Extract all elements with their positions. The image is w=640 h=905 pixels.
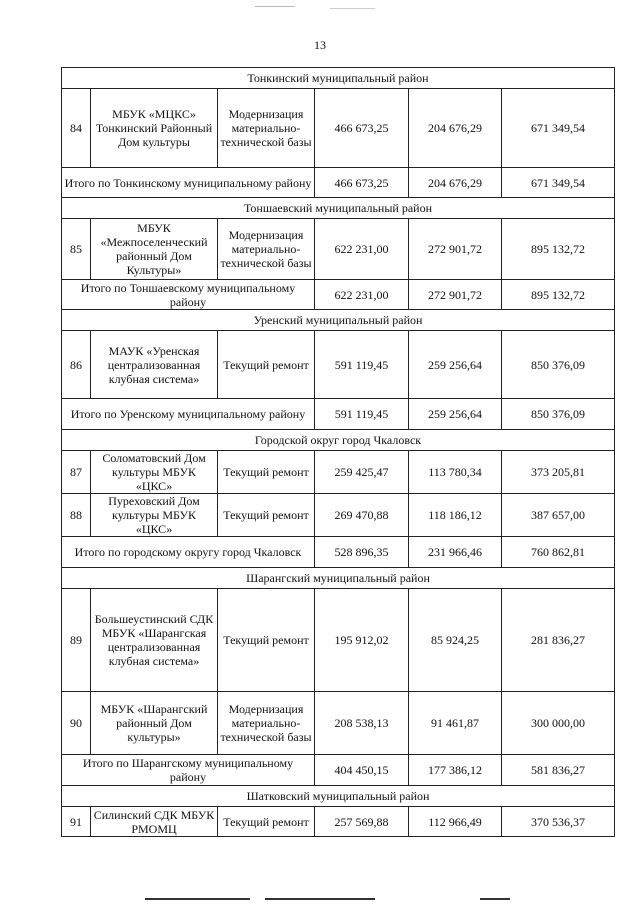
total-amount: 272 901,72 xyxy=(409,280,502,310)
amount-cell: 370 536,37 xyxy=(502,807,615,837)
table-row xyxy=(62,219,615,280)
institution-name: МБУК «Межпоселенческий районный Дом Культуры» xyxy=(91,219,218,280)
footer-rule xyxy=(265,898,375,900)
work-type: Текущий ремонт xyxy=(218,451,315,494)
section-title: Шатковский муниципальный район xyxy=(62,786,615,807)
table-row xyxy=(62,589,615,692)
total-amount: 895 132,72 xyxy=(502,280,615,310)
amount-cell: 281 836,27 xyxy=(502,589,615,692)
institution-name: Пуреховский Дом культуры МБУК «ЦКС» xyxy=(91,494,218,537)
scan-artifact xyxy=(330,8,375,9)
institution-name: МБУК «МЦКС» Тонкинский Районный Дом культуры xyxy=(91,89,218,168)
table-row xyxy=(62,692,615,755)
total-amount: 528 896,35 xyxy=(315,537,409,568)
amount-cell: 622 231,00 xyxy=(315,219,409,280)
total-amount: 850 376,09 xyxy=(502,399,615,430)
institution-name: Большеустинский СДК МБУК «Шарангская централизованная клубная система» xyxy=(91,589,218,692)
section-title: Тонкинский муниципальный район xyxy=(62,68,615,89)
work-type: Текущий ремонт xyxy=(218,494,315,537)
total-amount: 259 256,64 xyxy=(409,399,502,430)
total-row xyxy=(62,280,615,310)
total-amount: 466 673,25 xyxy=(315,168,409,198)
table-row xyxy=(62,89,615,168)
row-number: 91 xyxy=(62,807,91,837)
amount-cell: 850 376,09 xyxy=(502,331,615,399)
total-row xyxy=(62,399,615,430)
section-title: Шарангский муниципальный район xyxy=(62,568,615,589)
work-type: Модернизация материально-технической базы xyxy=(218,692,315,755)
amount-cell: 112 966,49 xyxy=(409,807,502,837)
row-number: 84 xyxy=(62,89,91,168)
total-label: Итого по Тонкинскому муниципальному району xyxy=(62,168,315,198)
work-type: Модернизация материально-технической базы xyxy=(218,89,315,168)
row-number: 87 xyxy=(62,451,91,494)
amount-cell: 257 569,88 xyxy=(315,807,409,837)
section-header-row xyxy=(62,198,615,219)
amount-cell: 591 119,45 xyxy=(315,331,409,399)
total-amount: 177 386,12 xyxy=(409,755,502,786)
amount-cell: 259 425,47 xyxy=(315,451,409,494)
section-header-row xyxy=(62,68,615,89)
row-number: 88 xyxy=(62,494,91,537)
row-number: 90 xyxy=(62,692,91,755)
total-amount: 231 966,46 xyxy=(409,537,502,568)
amount-cell: 91 461,87 xyxy=(409,692,502,755)
footer-rule xyxy=(480,898,510,900)
total-amount: 404 450,15 xyxy=(315,755,409,786)
table-body xyxy=(62,68,615,837)
section-title: Городской округ город Чкаловск xyxy=(62,430,615,451)
row-number: 86 xyxy=(62,331,91,399)
amount-cell: 195 912,02 xyxy=(315,589,409,692)
total-amount: 760 862,81 xyxy=(502,537,615,568)
amount-cell: 387 657,00 xyxy=(502,494,615,537)
row-number: 85 xyxy=(62,219,91,280)
amount-cell: 895 132,72 xyxy=(502,219,615,280)
amount-cell: 466 673,25 xyxy=(315,89,409,168)
work-type: Модернизация материально-технической базы xyxy=(218,219,315,280)
amount-cell: 269 470,88 xyxy=(315,494,409,537)
work-type: Текущий ремонт xyxy=(218,331,315,399)
section-header-row xyxy=(62,568,615,589)
footer-rule xyxy=(145,898,250,900)
page-number: 13 xyxy=(314,38,326,52)
total-row xyxy=(62,537,615,568)
total-amount: 591 119,45 xyxy=(315,399,409,430)
total-label: Итого по Уренскому муниципальному району xyxy=(62,399,315,430)
total-label: Итого по городскому округу город Чкаловск xyxy=(62,537,315,568)
section-header-row xyxy=(62,430,615,451)
total-row xyxy=(62,755,615,786)
institution-name: МАУК «Уренская централизованная клубная система» xyxy=(91,331,218,399)
total-label: Итого по Шарангскому муниципальному району xyxy=(62,755,315,786)
section-header-row xyxy=(62,310,615,331)
budget-table xyxy=(61,67,615,837)
table-row xyxy=(62,494,615,537)
amount-cell: 671 349,54 xyxy=(502,89,615,168)
table-row xyxy=(62,331,615,399)
row-number: 89 xyxy=(62,589,91,692)
scan-artifact xyxy=(255,6,295,7)
total-amount: 204 676,29 xyxy=(409,168,502,198)
amount-cell: 118 186,12 xyxy=(409,494,502,537)
amount-cell: 208 538,13 xyxy=(315,692,409,755)
total-label: Итого по Тоншаевскому муниципальному району xyxy=(62,280,315,310)
institution-name: Силинский СДК МБУК РМОМЦ xyxy=(91,807,218,837)
institution-name: МБУК «Шарангский районный Дом культуры» xyxy=(91,692,218,755)
institution-name: Соломатовский Дом культуры МБУК «ЦКС» xyxy=(91,451,218,494)
amount-cell: 85 924,25 xyxy=(409,589,502,692)
total-amount: 622 231,00 xyxy=(315,280,409,310)
work-type: Текущий ремонт xyxy=(218,589,315,692)
total-amount: 671 349,54 xyxy=(502,168,615,198)
amount-cell: 373 205,81 xyxy=(502,451,615,494)
amount-cell: 272 901,72 xyxy=(409,219,502,280)
work-type: Текущий ремонт xyxy=(218,807,315,837)
total-row xyxy=(62,168,615,198)
section-title: Тоншаевский муниципальный район xyxy=(62,198,615,219)
total-amount: 581 836,27 xyxy=(502,755,615,786)
amount-cell: 300 000,00 xyxy=(502,692,615,755)
section-header-row xyxy=(62,786,615,807)
table-row xyxy=(62,451,615,494)
amount-cell: 204 676,29 xyxy=(409,89,502,168)
section-title: Уренский муниципальный район xyxy=(62,310,615,331)
amount-cell: 259 256,64 xyxy=(409,331,502,399)
table-row xyxy=(62,807,615,837)
amount-cell: 113 780,34 xyxy=(409,451,502,494)
